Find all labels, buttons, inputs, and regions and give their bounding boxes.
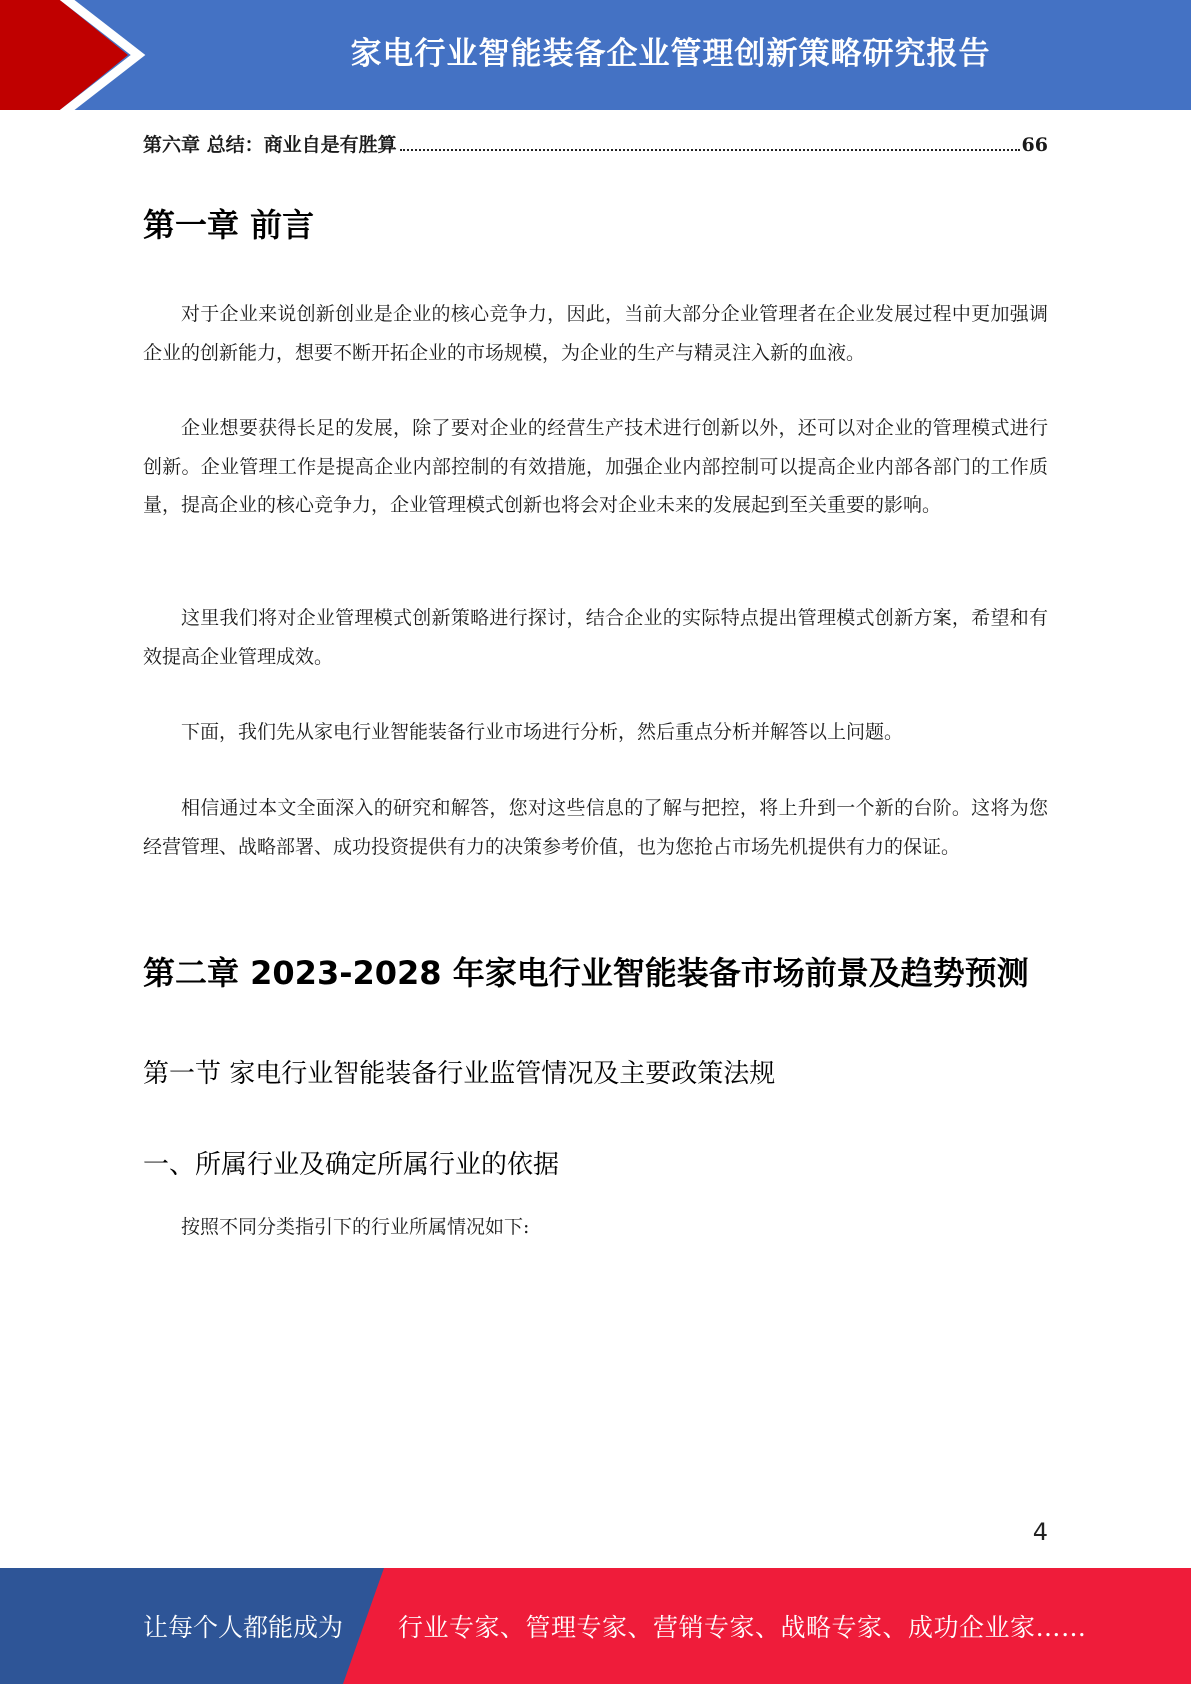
chapter-2-title: 第二章 2023-2028 年家电行业智能装备市场前景及趋势预测 bbox=[143, 954, 1029, 992]
section-1-title: 第一节 家电行业智能装备行业监管情况及主要政策法规 bbox=[143, 1059, 776, 1089]
page-footer bbox=[0, 1568, 1191, 1684]
chapter-1-paragraph-1: 对于企业来说创新创业是企业的核心竞争力，因此，当前大部分企业管理者在企业发展过程中更加强调企业的创新能力，想要不断开拓企业的市场规模，为企业的生产与精灵注入新的血液。 bbox=[143, 303, 1048, 364]
footer-slogan-right: 行业专家、管理专家、营销专家、战略专家、成功企业家…… bbox=[398, 1613, 1087, 1642]
subsection-1-title: 一、所属行业及确定所属行业的依据 bbox=[143, 1150, 560, 1180]
chapter-1-title: 第一章 前言 bbox=[143, 206, 315, 244]
page-number: 4 bbox=[1032, 1518, 1048, 1546]
chapter-1-paragraph-3: 这里我们将对企业管理模式创新策略进行探讨，结合企业的实际特点提出管理模式创新方案，希望和有效提高企业管理成效。 bbox=[143, 607, 1048, 668]
toc-entry[interactable] bbox=[143, 130, 1048, 158]
header-red-arrow bbox=[0, 0, 128, 110]
chapter-1-paragraph-5: 相信通过本文全面深入的研究和解答，您对这些信息的了解与把控，将上升到一个新的台阶。这将为您经营管理、战略部署、成功投资提供有力的决策参考价值，也为您抢占市场先机提供有力的保证。 bbox=[143, 797, 1048, 858]
header-arrow-graphic bbox=[0, 0, 160, 110]
toc-leader-dots bbox=[400, 149, 1020, 151]
page-header bbox=[0, 0, 1191, 110]
footer-slogan-left: 让每个人都能成为 bbox=[143, 1613, 344, 1642]
chapter-1-paragraph-2: 企业想要获得长足的发展，除了要对企业的经营生产技术进行创新以外，还可以对企业的管理模式进行创新。企业管理工作是提高企业内部控制的有效措施，加强企业内部控制可以提高企业内部各部门的工作质量，提高企业的核心竞争力，企业管理模式创新也将会对企业未来的发展起到至关重要的影响。 bbox=[143, 417, 1048, 516]
report-title: 家电行业智能装备企业管理创新策略研究报告 bbox=[350, 35, 991, 72]
toc-entry-label: 第六章 总结：商业自是有胜算 bbox=[143, 134, 397, 156]
chapter-2-paragraph: 按照不同分类指引下的行业所属情况如下: bbox=[181, 1216, 530, 1238]
chapter-1-paragraph-4: 下面，我们先从家电行业智能装备行业市场进行分析，然后重点分析并解答以上问题。 bbox=[181, 721, 904, 743]
toc-entry-page: 66 bbox=[1021, 134, 1048, 156]
